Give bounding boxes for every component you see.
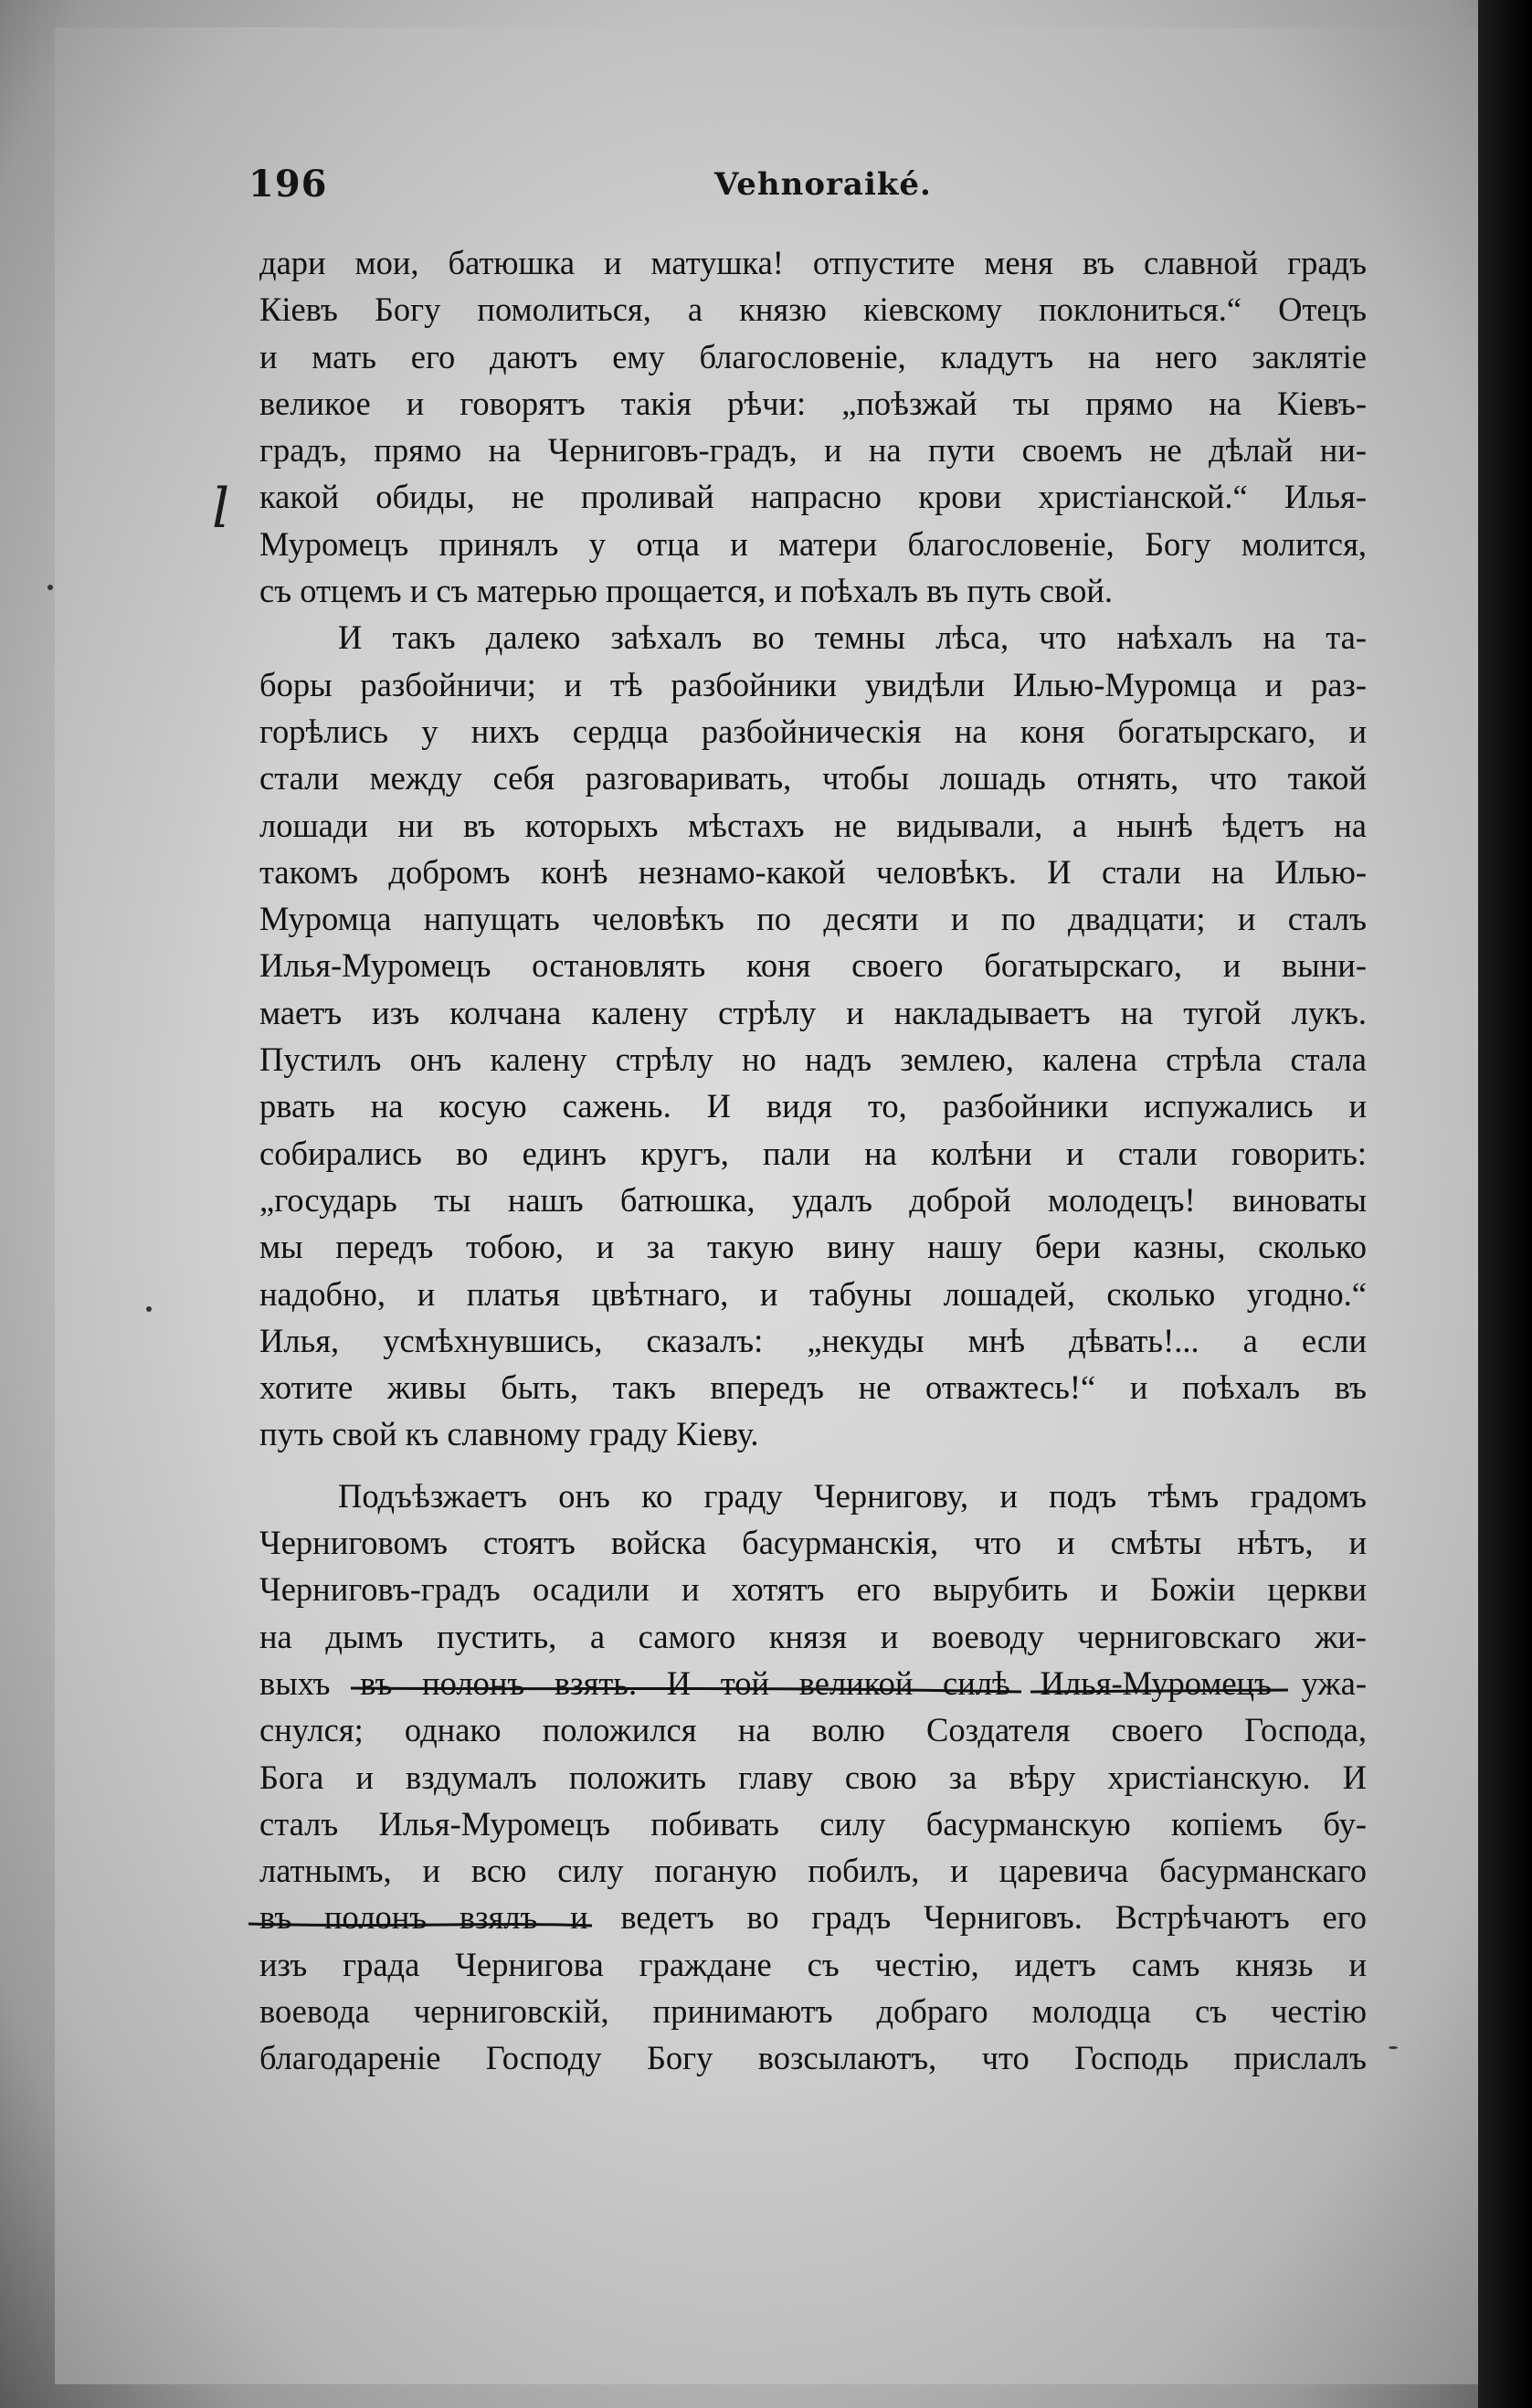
text-line: Муромца напущать человѣкъ по десяти и по двадцати; и сталъ xyxy=(259,900,1367,938)
paragraph-spacer xyxy=(259,1458,1367,1473)
scan-speck xyxy=(146,1306,152,1312)
text-line: дари мои, батюшка и матушка! отпустите меня въ славной градъ xyxy=(259,244,1367,281)
text-line: такомъ добромъ конѣ незнамо-какой человѣкъ. И стали на Илью- xyxy=(259,852,1367,891)
text-line: какой обиды, не проливай напрасно крови христіанской.“ Илья- xyxy=(259,478,1367,516)
text-line-underlined: выхъ въ полонъ взять. И той великой силѣ Илья-Муромецъ ужа- xyxy=(259,1663,1367,1702)
text-line-underlined: въ полонъ взялъ и ведетъ во градъ Черниговъ. Встрѣчаютъ его xyxy=(259,1898,1367,1937)
text-line: благодареніе Господу Богу возсылаютъ, что Господь прислалъ xyxy=(259,2039,1367,2077)
text-line: воевода черниговскій, принимаютъ добраго молодца съ честію xyxy=(259,1991,1367,2030)
text-line: Черниговъ-градъ осадили и хотятъ его вырубить и Божіи церкви xyxy=(259,1570,1367,1609)
text-line: Муромецъ принялъ у отца и матери благословеніе, Богу молится, xyxy=(259,524,1367,563)
paragraph-2 xyxy=(259,614,1367,1457)
text-line: хотите живы быть, такъ впередъ не отважтесь!“ и поѣхалъ въ xyxy=(259,1368,1367,1407)
text-line: Илья-Муромецъ остановлять коня своего богатырскаго, и выни- xyxy=(259,946,1367,985)
text-line: лошади ни въ которыхъ мѣстахъ не видывали, а нынѣ ѣдетъ на xyxy=(259,806,1367,844)
text-line: латнымъ, и всю силу поганую побилъ, и царевича басурманскаго xyxy=(259,1852,1367,1890)
page-header xyxy=(248,163,1071,208)
text-line: И такъ далеко заѣхалъ во темны лѣса, что наѣхалъ на та- xyxy=(338,618,1367,657)
text-line: и мать его даютъ ему благословеніе, кладутъ на него заклятіе xyxy=(259,337,1367,375)
text-line: собирались во единъ кругъ, пали на колѣни и стали говорить: xyxy=(259,1134,1367,1172)
text-line: мы передъ тобою, и за такую вину нашу бери казны, сколько xyxy=(259,1228,1367,1266)
scan-speck xyxy=(1389,2046,1398,2049)
margin-annotation: l xyxy=(212,477,230,541)
page-binding-shadow xyxy=(1478,0,1532,2408)
body-text xyxy=(259,239,1367,2082)
text-line: съ отцемъ и съ матерью прощается, и поѣхалъ въ путь свой. xyxy=(259,572,1114,610)
text-line: стали между себя разговаривать, чтобы лошадь отнять, что такой xyxy=(259,759,1367,797)
text-line: маетъ изъ колчана калену стрѣлу и накладываетъ на тугой лукъ. xyxy=(259,993,1367,1031)
text-line: Кіевъ Богу помолиться, а князю кіевскому поклониться.“ Отецъ xyxy=(259,290,1367,329)
text-line: Черниговомъ стоятъ войска басурманскія, что и смѣты нѣтъ, и xyxy=(259,1524,1367,1562)
paragraph-3 xyxy=(259,1473,1367,2082)
text-line: рвать на косую сажень. И видя то, разбойники испужались и xyxy=(259,1087,1367,1125)
text-line: Илья, усмѣхнувшись, сказалъ: „некуды мнѣ дѣвать!... а если xyxy=(259,1321,1367,1359)
text-line: градъ, прямо на Черниговъ-градъ, и на пути своемъ не дѣлай ни- xyxy=(259,431,1367,470)
text-line: путь свой къ славному граду Кіеву. xyxy=(259,1415,759,1453)
paragraph-1 xyxy=(259,239,1367,614)
text-line: изъ града Чернигова граждане съ честію, идетъ самъ князь и xyxy=(259,1945,1367,1983)
text-line: Подъѣзжаетъ онъ ко граду Чернигову, и подъ тѣмъ градомъ xyxy=(338,1476,1367,1515)
text-line: снулся; однако положился на волю Создателя своего Господа, xyxy=(259,1711,1367,1749)
text-line: горѣлись у нихъ сердца разбойническія на коня богатырскаго, и xyxy=(259,712,1367,750)
text-line: на дымъ пустить, а самого князя и воеводу черниговскаго жи- xyxy=(259,1617,1367,1655)
text-line: „государь ты нашъ батюшка, удалъ доброй молодецъ! виноваты xyxy=(259,1180,1367,1219)
scan-speck xyxy=(48,585,53,590)
text-line: Пустилъ онъ калену стрѣлу но надъ землею, калена стрѣла стала xyxy=(259,1040,1367,1079)
text-line: великое и говорятъ такія рѣчи: „поѣзжай ты прямо на Кіевъ- xyxy=(259,384,1367,422)
text-line: боры разбойничи; и тѣ разбойники увидѣли Илью-Муромца и раз- xyxy=(259,665,1367,703)
running-title: Vehnoraiké. xyxy=(714,166,932,203)
text-line: Бога и вздумалъ положить главу свою за вѣру христіанскую. И xyxy=(259,1758,1367,1796)
text-line: надобно, и платья цвѣтнаго, и табуны лошадей, сколько угодно.“ xyxy=(259,1274,1367,1313)
text-line: сталъ Илья-Муромецъ побивать силу басурманскую копіемъ бу- xyxy=(259,1804,1367,1843)
page-number: 196 xyxy=(248,163,328,206)
